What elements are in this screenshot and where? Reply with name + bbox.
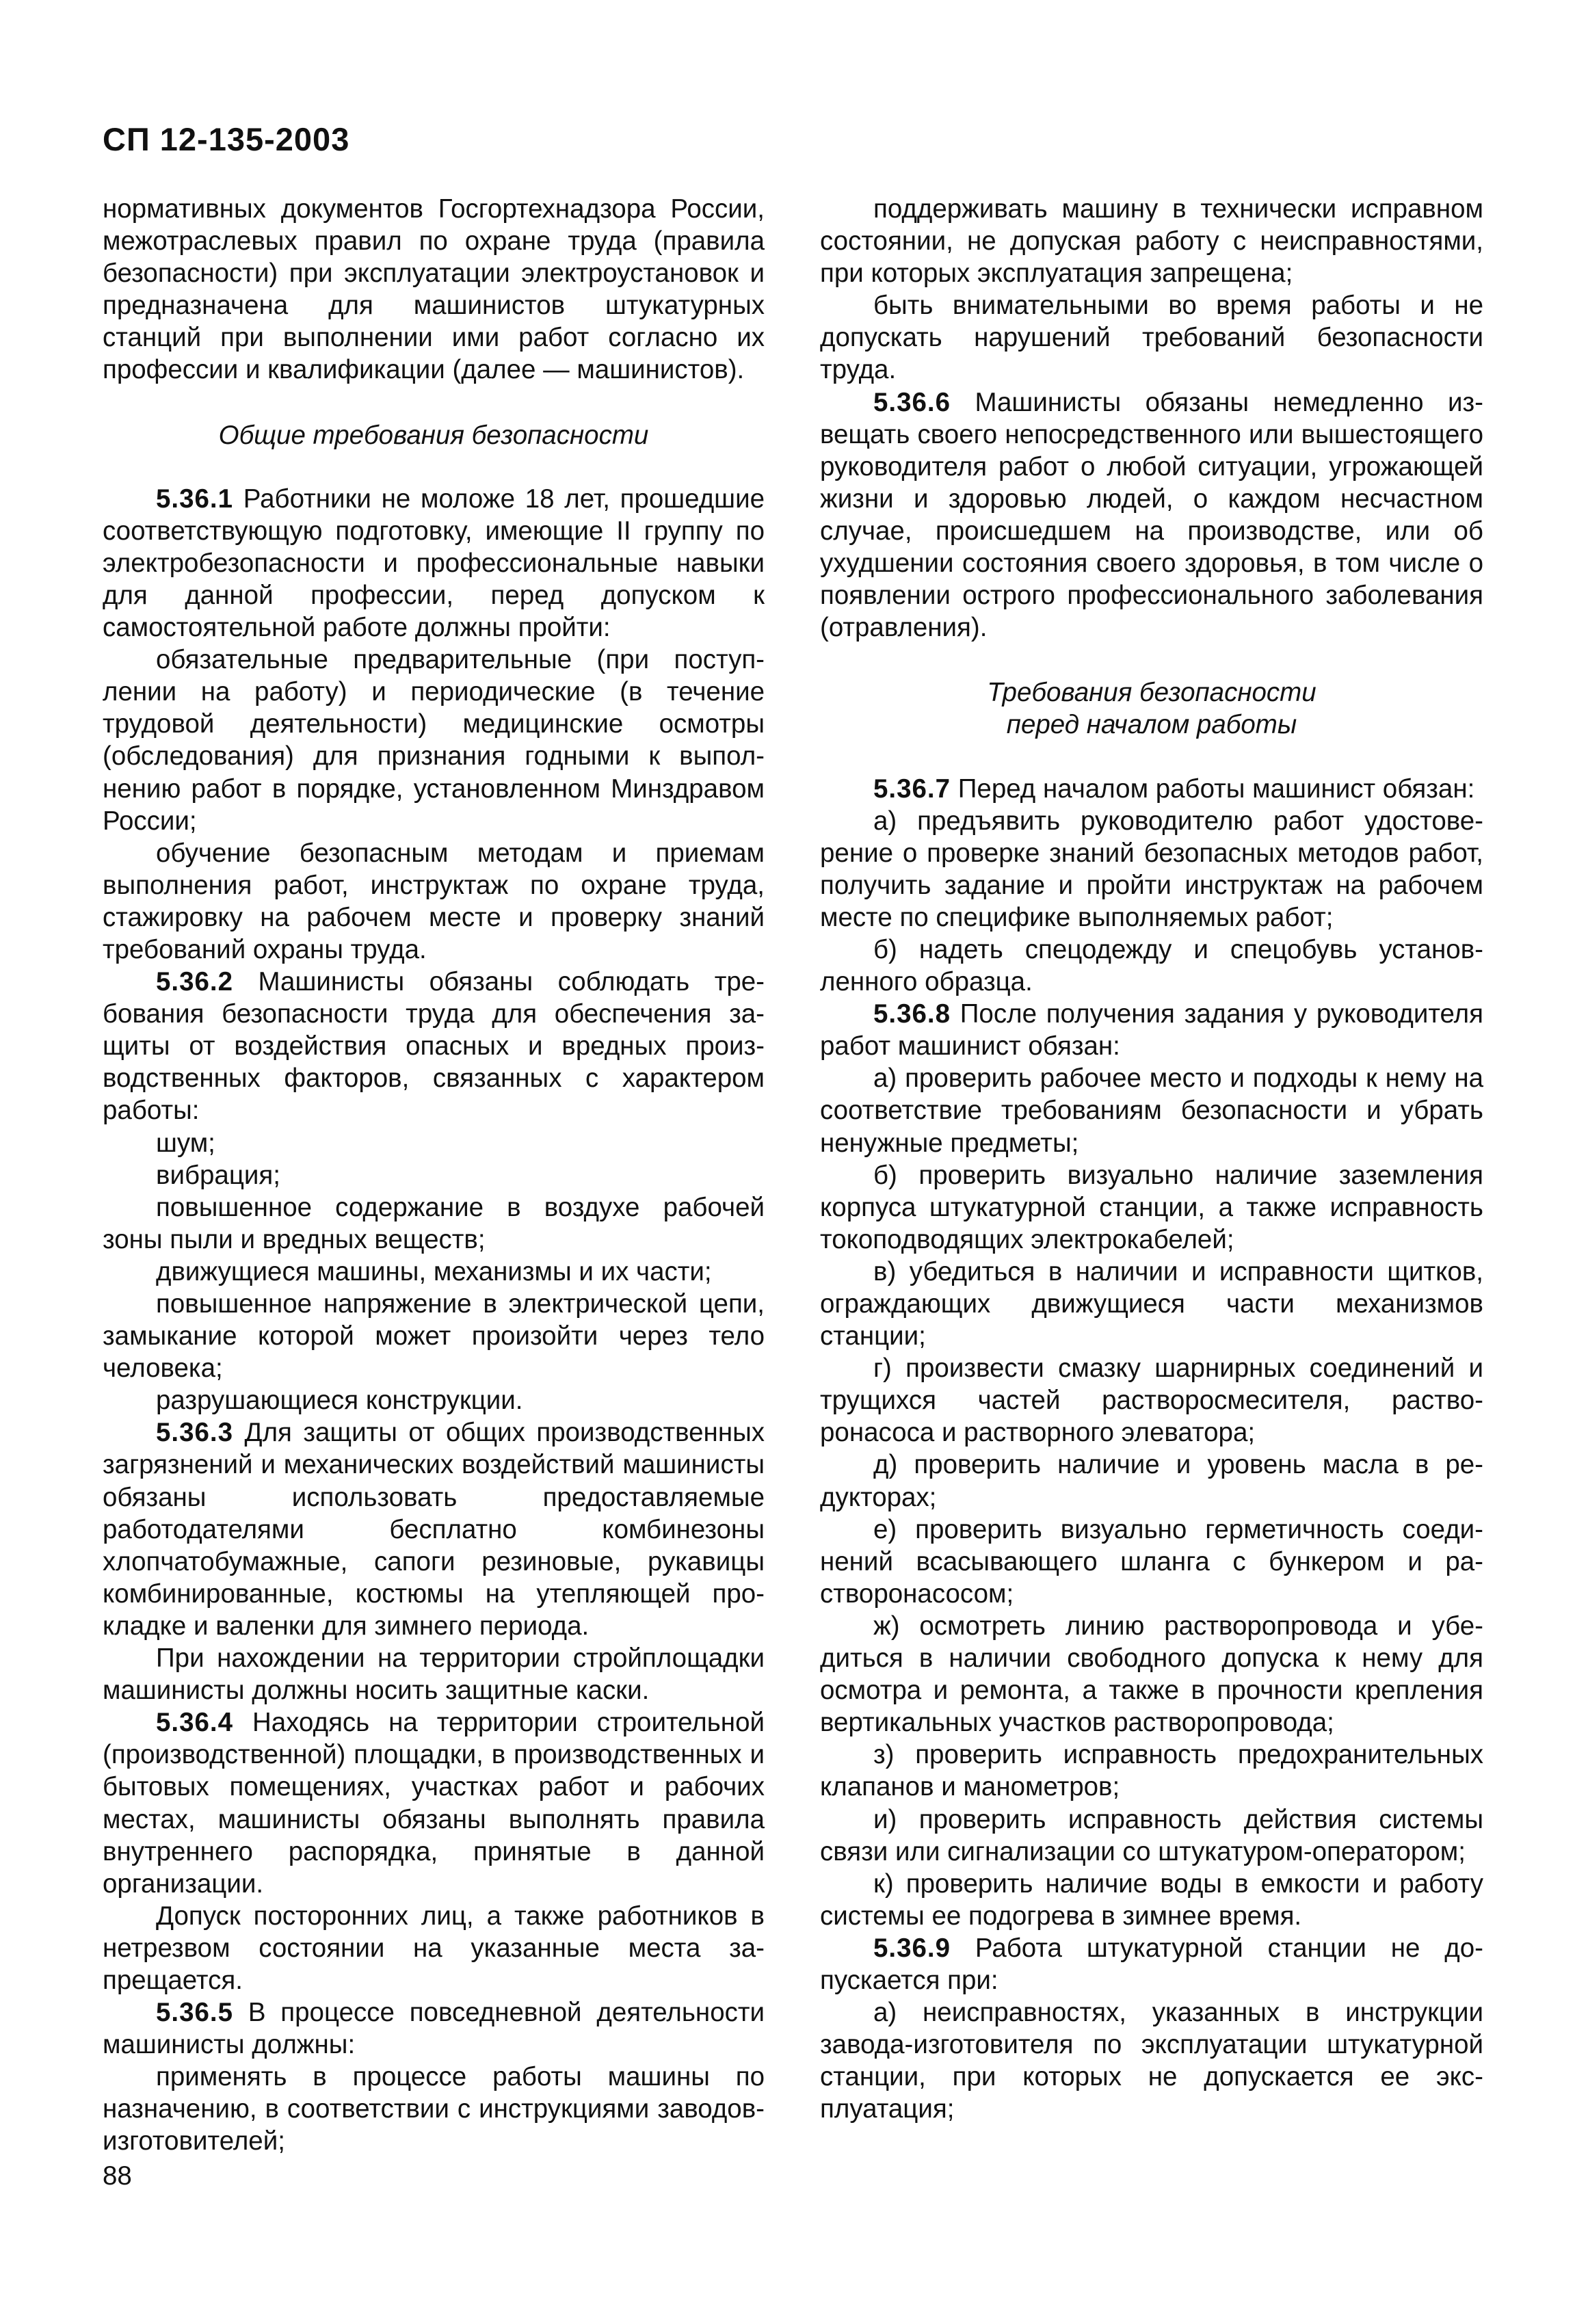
paragraph-5-36-5-b: поддерживать машину в технически исправном состоянии, не допуская работу с неисправностями, при которых эксплуатация запрещена; <box>820 194 1483 289</box>
clause-text: После получения задания у руководителя работ машинист обязан: <box>820 999 1483 1061</box>
clause-number: 5.36.1 <box>156 484 234 514</box>
paragraph-5-36-8-j: к) проверить наличие воды в емкости и работу системы ее подогрева в зимнее время. <box>820 1869 1483 1931</box>
paragraph-5-36-9-a: а) неисправностях, указанных в инструкции завода-изготовителя по эксплуатации штукатурной станции, при которых не допускается ее эксплуатация; <box>820 1998 1483 2124</box>
paragraph-5-36-1 <box>103 483 765 644</box>
paragraph-5-36-5 <box>103 1996 765 2061</box>
paragraph-5-36-1-b: обучение безопасным методам и приемам выполнения работ, инструктаж по охране труда, стажировку на рабочем месте и проверку знаний требований охраны труда. <box>103 838 765 964</box>
paragraph-5-36-5-c: быть внимательными во время работы и не допускать нарушений требований безопасности труда. <box>820 291 1483 385</box>
clause-text: Машинисты обязаны немедленно извещать своего непосредственного или вышестоящего руководителя работ о любой ситуации, угрожающей жизни и здоровью людей, о каждом несчастном случае, происшедшем на производстве, или об ухудшении состояния своего здоровья, в том числе о появлении острого профессионального заболевания (отравления). <box>820 387 1483 643</box>
heading-before-work-line-1: Требования безопасности <box>987 678 1316 708</box>
paragraph-5-36-8 <box>820 998 1483 1062</box>
clause-text: Работники не моложе 18 лет, прошедшие соответствующую подготовку, имеющие II группу по электробезопасности и профессиональные навыки для данной профессии, перед допуском к самостоятельной работе должны пройти: <box>103 484 765 643</box>
paragraph-5-36-7 <box>820 773 1483 805</box>
list-item-voltage: повышенное напряжение в электрической цепи, замыкание которой может произойти через тело человека; <box>103 1289 765 1384</box>
heading-before-work-line-2: перед началом работы <box>1006 710 1297 740</box>
paragraph-5-36-4 <box>103 1706 765 1900</box>
paragraph-5-36-3 <box>103 1416 765 1642</box>
paragraph-5-36-8-b: б) проверить визуально наличие заземления корпуса штукатурной станции, а также исправность токоподводящих электрокабелей; <box>820 1160 1483 1254</box>
list-item-structures: разрушающиеся конструкции. <box>156 1386 523 1416</box>
clause-text: В процессе повседневной деятельности машинисты должны: <box>103 1998 765 2060</box>
clause-text: Находясь на территории строительной (производственной) площадки, в производственных и бытовых помещениях, участках работ и рабочих местах, машинисты обязаны выполнять правила внутреннего распорядка, принятые в данной организации. <box>103 1708 765 1899</box>
paragraph-5-36-8-i: и) проверить исправность действия системы связи или сигнализации со штукатуром-оператором; <box>820 1804 1483 1866</box>
list-item-dust: повышенное содержание в воздухе рабочей зоны пыли и вредных веществ; <box>103 1192 765 1254</box>
list-item-machines: движущиеся машины, механизмы и их части; <box>156 1256 712 1286</box>
clause-number: 5.36.5 <box>156 1998 234 2028</box>
paragraph-5-36-5-a: применять в процессе работы машины по назначению, в соответствии с инструкциями заводов-изготовителей; <box>103 2062 765 2156</box>
page-number: 88 <box>103 2161 132 2191</box>
paragraph-5-36-8-c: в) убедиться в наличии и исправности щитков, ограждающих движущиеся части механизмов станции; <box>820 1256 1483 1351</box>
clause-number: 5.36.4 <box>156 1708 234 1738</box>
clause-number: 5.36.3 <box>156 1418 234 1448</box>
paragraph-5-36-4-a: Допуск посторонних лиц, а также работников в нетрезвом состоянии на указанные места запрещается. <box>103 1901 765 1995</box>
paragraph-5-36-8-d: г) произвести смазку шарнирных соединений и трущихся частей растворосмесителя, растворонасоса и растворного элеватора; <box>820 1354 1483 1448</box>
clause-text: Машинисты обязаны соблюдать требования безопасности труда для обеспечения защиты от воздействия опасных и вредных производственных факторов, связанных с характером работы: <box>103 967 765 1126</box>
right-column <box>820 193 1483 2125</box>
paragraph-5-36-1-a: обязательные предварительные (при поступлении на работу) и периодические (в течение трудовой деятельности) медицинские осмотры (обследования) для признания годными к выполнению работ в порядке, установленном Минздравом России; <box>103 645 765 836</box>
paragraph-5-36-2 <box>103 966 765 1126</box>
left-column <box>103 193 765 2158</box>
paragraph-5-36-8-g: ж) осмотреть линию растворопровода и убедиться в наличии свободного допуска к нему для осмотра и ремонта, а также в прочности крепления вертикальных участков растворопровода; <box>820 1611 1483 1738</box>
paragraph-5-36-8-h: з) проверить исправность предохранительных клапанов и манометров; <box>820 1740 1483 1802</box>
paragraph-intro: нормативных документов Госгортехнадзора России, межотраслевых правил по охране труда (правила безопасности) при эксплуатации электроустановок и предназначена для машинистов штукатурных станций при выполнении ими работ согласно их профессии и квалификации (далее — машинистов). <box>103 194 765 385</box>
paragraph-5-36-8-f: е) проверить визуально герметичность соединений всасывающего шланга с бункером и растворонасосом; <box>820 1514 1483 1609</box>
document-code: СП 12-135-2003 <box>103 121 350 157</box>
paragraph-5-36-7-b: б) надеть спецодежду и спецобувь установленного образца. <box>820 934 1483 997</box>
clause-text: Работа штукатурной станции не допускается при: <box>820 1933 1483 1995</box>
paragraph-5-36-7-a: а) предъявить руководителю работ удостоверение о проверке знаний безопасных методов работ, получить задание и пройти инструктаж на рабочем месте по специфике выполняемых работ; <box>820 806 1483 932</box>
paragraph-5-36-8-a: а) проверить рабочее место и подходы к нему на соответствие требованиям безопасности и убрать ненужные предметы; <box>820 1064 1483 1158</box>
paragraph-5-36-6 <box>820 386 1483 644</box>
heading-general-requirements: Общие требования безопасности <box>218 420 649 450</box>
paragraph-5-36-8-e: д) проверить наличие и уровень масла в редукторах; <box>820 1450 1483 1512</box>
paragraph-5-36-3-a: При нахождении на территории стройплощадки машинисты должны носить защитные каски. <box>103 1643 765 1706</box>
clause-number: 5.36.8 <box>873 999 951 1029</box>
clause-number: 5.36.6 <box>873 387 951 417</box>
list-item-vibration: вибрация; <box>156 1160 280 1190</box>
list-item-noise: шум; <box>156 1128 215 1158</box>
clause-number: 5.36.9 <box>873 1933 951 1963</box>
clause-number: 5.36.7 <box>873 774 951 804</box>
paragraph-5-36-9 <box>820 1932 1483 1996</box>
clause-text: Для защиты от общих производственных загрязнений и механических воздействий машинисты обязаны использовать предоставляемые работодателями бесплатно комбинезоны хлопчатобумажные, сапоги резиновые, рукавицы комбинированные, костюмы на утепляющей прокладке и валенки для зимнего периода. <box>103 1418 765 1641</box>
clause-number: 5.36.2 <box>156 967 234 997</box>
clause-text: Перед началом работы машинист обязан: <box>951 774 1475 804</box>
